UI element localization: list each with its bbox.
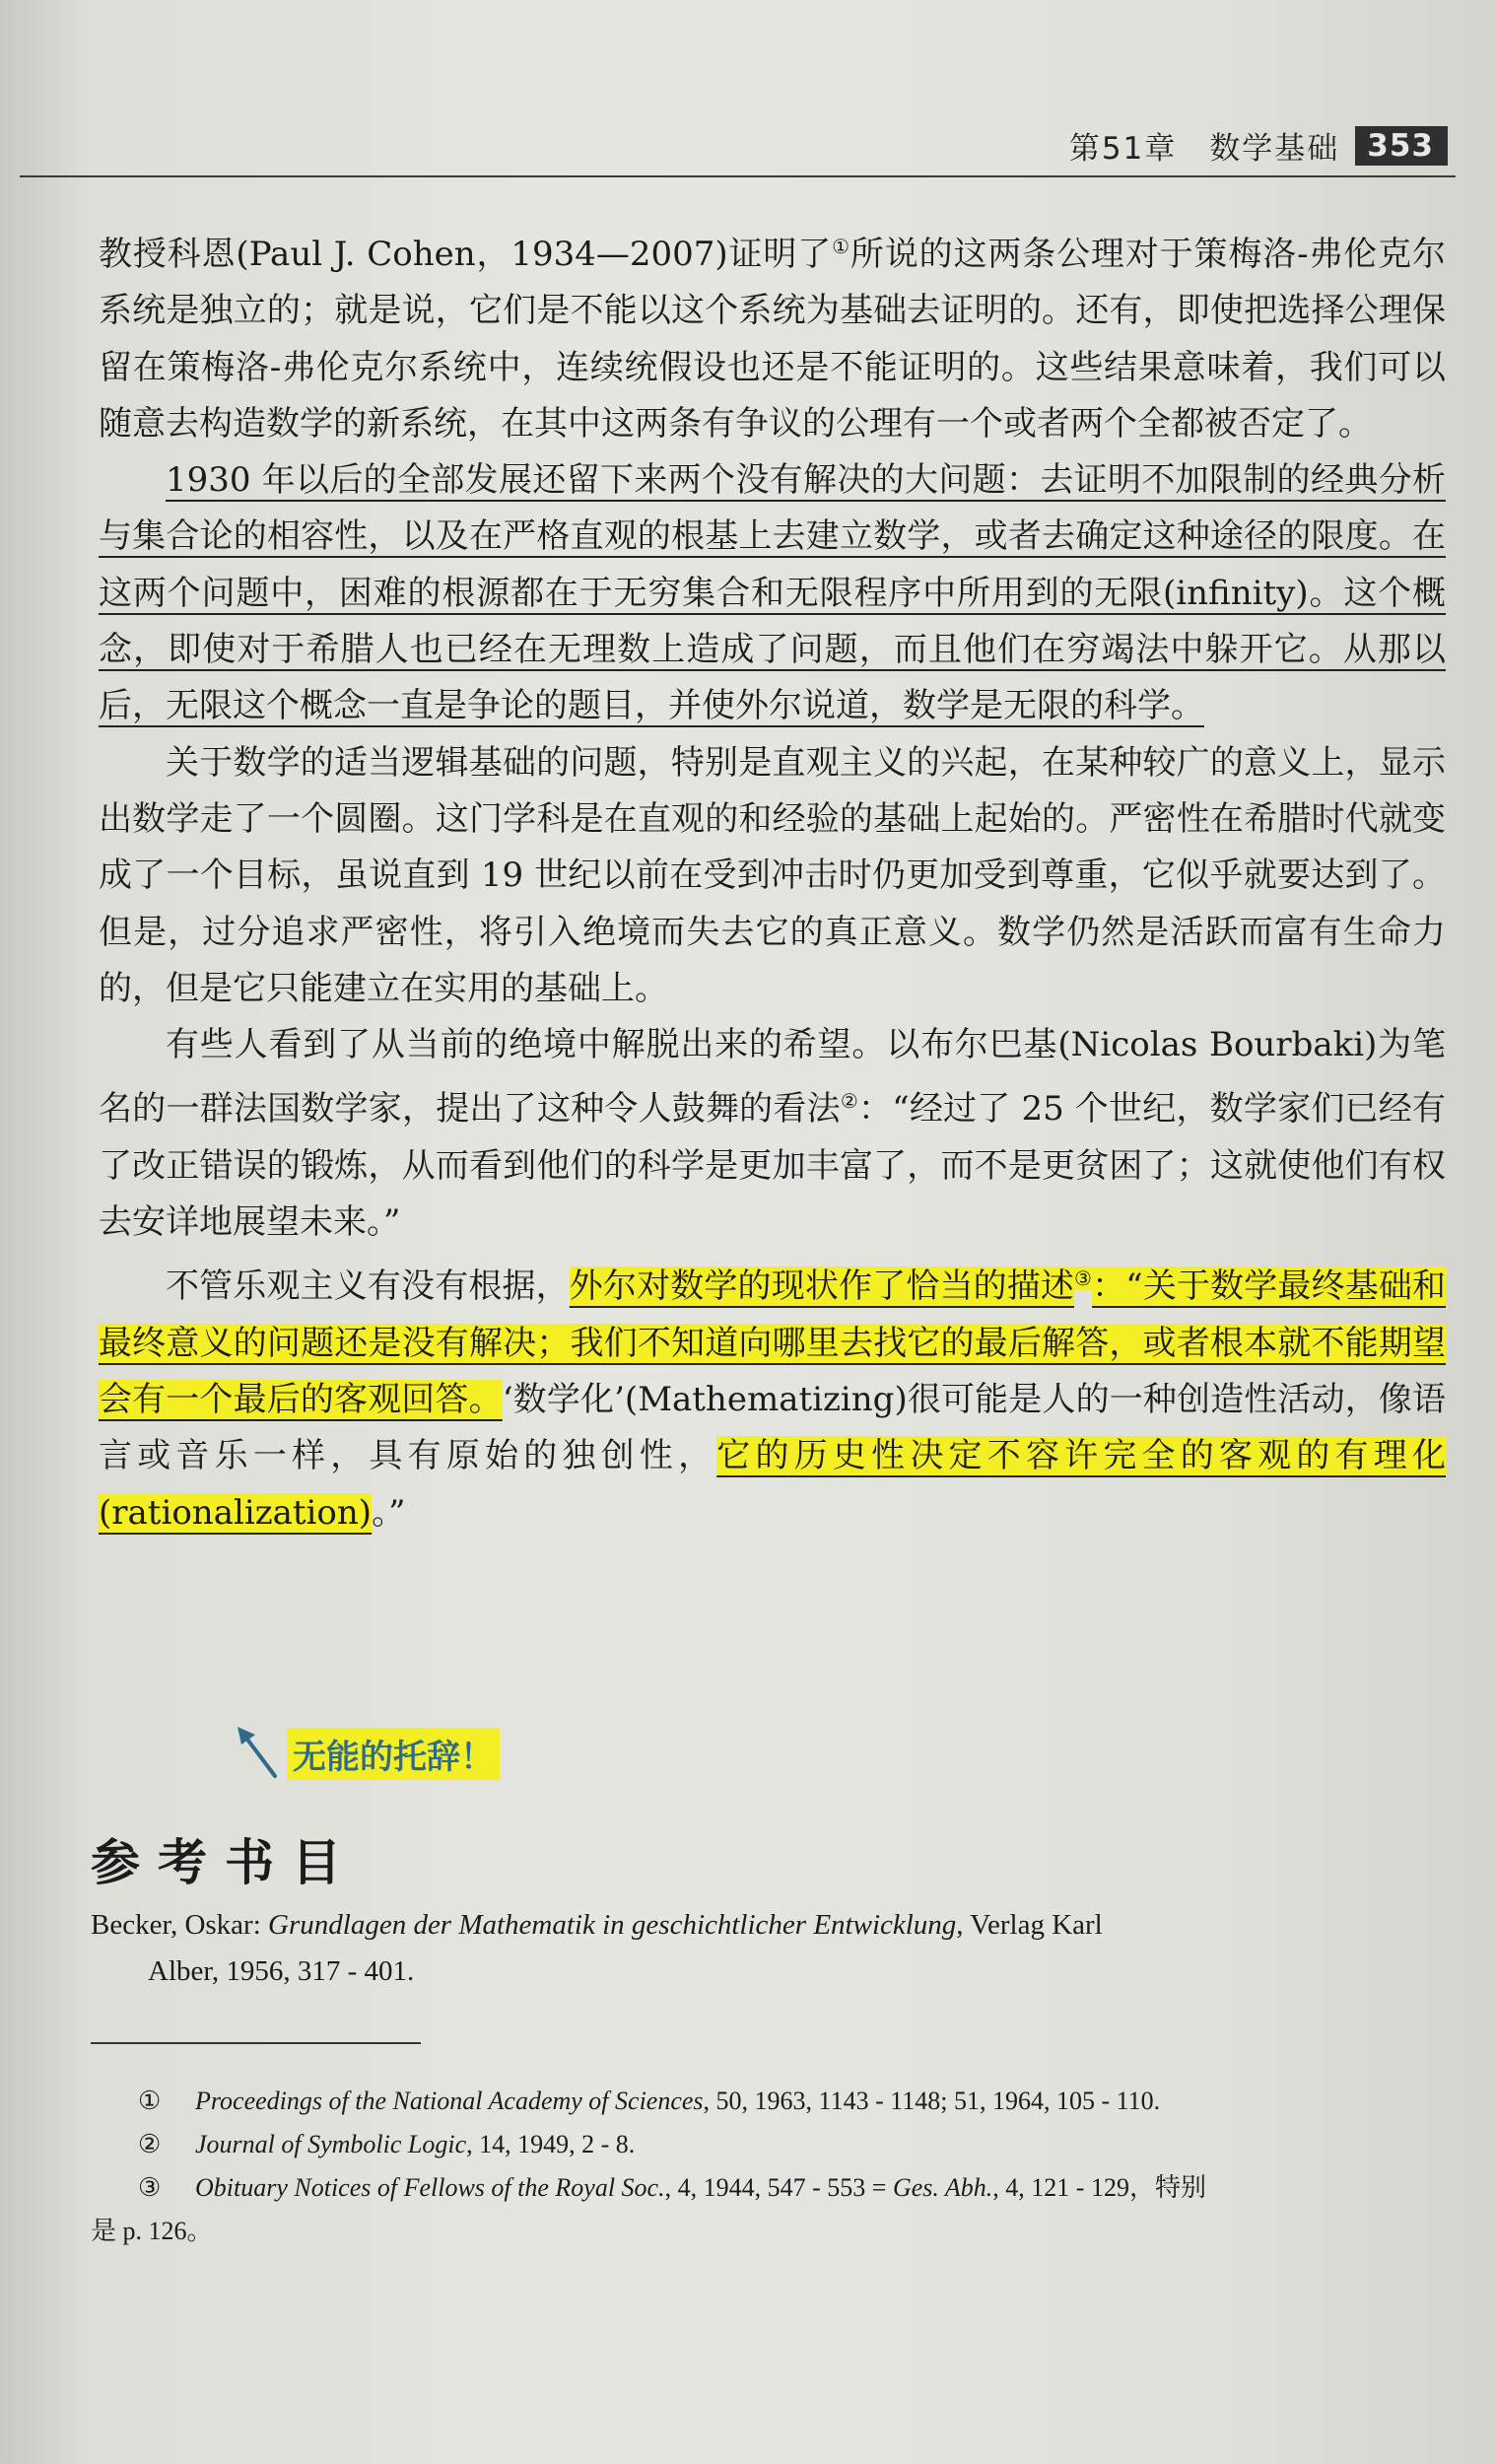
footnote-ref-2: ② bbox=[840, 1089, 858, 1114]
highlight-2: ：“关于数学最终基础和最终意义的问题还是没有解决；我们不知道向哪里去找它的最后解答，或者根本就不能期望会有一个最后的客观回答。 bbox=[99, 1266, 1447, 1419]
footnotes bbox=[91, 2080, 1461, 2253]
paragraph-5-text-a: 不管乐观主义有没有根据， bbox=[166, 1266, 570, 1307]
footnote-details: , 14, 1949, 2 - 8. bbox=[466, 2130, 636, 2158]
footnote-mark: ② bbox=[138, 2130, 162, 2158]
highlight-3: 它的历史性决定不容许完全的客观的有理化(rationalization) bbox=[99, 1436, 1447, 1533]
arrow-up-icon bbox=[232, 1723, 283, 1780]
chapter-title: 第51章 数学基础 bbox=[1068, 131, 1340, 167]
footnote-body bbox=[195, 2123, 1461, 2166]
footnote-source: Proceedings of the National Academy of Sciences bbox=[195, 2087, 704, 2115]
footnote-details: , 50, 1963, 1143 - 1148; 51, 1964, 105 - 110. bbox=[703, 2087, 1161, 2115]
bibliography-entry bbox=[91, 1902, 1451, 1995]
paragraph-3-text: 关于数学的适当逻辑基础的问题，特别是直观主义的兴起，在某种较广的意义上，显示出数学走了一个圆圈。这门学科是在直观的和经验的基础上起始的。严密性在希腊时代就变成了一个目标，虽说直到 19 世纪以前在受到冲击时仍更加受到尊重，它似乎就要达到了。但是，过分追求严密性，将引入绝境而失去它的真正意义。数学仍然是活跃而富有生命力的，但是它只能建立在实用的基础上。 bbox=[99, 742, 1446, 1008]
highlight-1: 外尔对数学的现状作了恰当的描述 bbox=[569, 1266, 1075, 1307]
paragraph-4-text-a: 有些人看到了从当前的绝境中解脱出来的希望。以布尔巴基(Nicolas Bourbaki)为笔名的一群法国数学家，提出了这种令人鼓舞的看法 bbox=[99, 1025, 1446, 1129]
annotation-text: 无能的托辞！ bbox=[287, 1728, 500, 1780]
bib-continuation: Alber, 1956, 317 - 401. bbox=[148, 1955, 415, 1987]
footnote-1 bbox=[91, 2080, 1461, 2123]
paragraph-2-underlined: 1930 年以后的全部发展还留下来两个没有解决的大问题：去证明不加限制的经典分析与集合论的相容性，以及在严格直观的根基上去建立数学，或者去确定这种途径的限度。在这两个问题中，困难的根源都在于无穷集合和无限程序中所用到的无限(infinity)。这个概念，即使对于希腊人也已经在无理数上造成了问题，而且他们在穷竭法中躲开它。从那以后，无限这个概念一直是争论的题目，并使外尔说道，数学是无限的科学。 bbox=[99, 460, 1446, 726]
footnote-ref-3: ③ bbox=[1074, 1266, 1093, 1291]
running-header bbox=[1069, 123, 1448, 168]
page-number: 353 bbox=[1355, 126, 1448, 166]
bib-publisher: , Verlag Karl bbox=[956, 1909, 1103, 1941]
paragraph-2 bbox=[99, 452, 1446, 734]
paragraph-3 bbox=[99, 735, 1446, 1017]
footnote-details-2: , 4, 121 - 129，特别 bbox=[992, 2173, 1206, 2202]
paragraph-1-text-a: 教授科恩(Paul J. Cohen，1934—2007)证明了 bbox=[99, 235, 833, 274]
footnote-body bbox=[195, 2166, 1461, 2210]
paragraph-5-text-c: 。” bbox=[372, 1492, 406, 1533]
footnote-mark: ③ bbox=[138, 2173, 162, 2202]
footnote-ref-1: ① bbox=[832, 235, 850, 258]
paragraph-1 bbox=[99, 219, 1446, 452]
footnote-3-continuation: 是 p. 126。 bbox=[91, 2217, 213, 2245]
footnote-2 bbox=[91, 2123, 1461, 2166]
bibliography-title: 参考书目 bbox=[91, 1833, 359, 1891]
bib-work: Grundlagen der Mathematik in geschichtlicher Entwicklung bbox=[268, 1909, 957, 1941]
footnote-3 bbox=[91, 2166, 1461, 2210]
paragraph-1-text-b: 所说的这两条公理对于策梅洛-弗伦克尔系统是独立的；就是说，它们是不能以这个系统为基础去证明的。还有，即使把选择公理保留在策梅洛-弗伦克尔系统中，连续统假设也还是不能证明的。这些结果意味着，我们可以随意去构造数学的新系统，在其中这两条有争议的公理有一个或者两个全都被否定了。 bbox=[99, 235, 1446, 444]
paragraph-4-text-b: ：“经过了 25 个世纪，数学家们已经有了改正错误的锻炼，从而看到他们的科学是更加丰富了，而不是更贫困了；这就使他们有权去安详地展望未来。” bbox=[99, 1089, 1446, 1243]
footnote-details: , 4, 1944, 547 - 553 = bbox=[664, 2173, 893, 2202]
paragraph-4 bbox=[99, 1017, 1446, 1251]
body-text bbox=[99, 219, 1446, 1541]
footnote-source: Journal of Symbolic Logic bbox=[195, 2130, 467, 2158]
footnote-source-2: Ges. Abh. bbox=[892, 2173, 993, 2202]
footnote-mark: ① bbox=[138, 2087, 162, 2115]
bib-author: Becker, Oskar: bbox=[91, 1909, 269, 1941]
footnote-body bbox=[195, 2080, 1461, 2123]
footnote-rule bbox=[91, 2042, 421, 2044]
footnote-source: Obituary Notices of Fellows of the Royal Soc. bbox=[195, 2173, 665, 2202]
paragraph-5 bbox=[99, 1251, 1446, 1540]
paragraph-5-text-b: ‘数学化’(Mathematizing)很可能是人的一种创造性活动，像语言或音乐一样，具有原始的独创性， bbox=[99, 1379, 1447, 1476]
margin-annotation bbox=[232, 1723, 500, 1780]
header-rule bbox=[20, 175, 1456, 177]
